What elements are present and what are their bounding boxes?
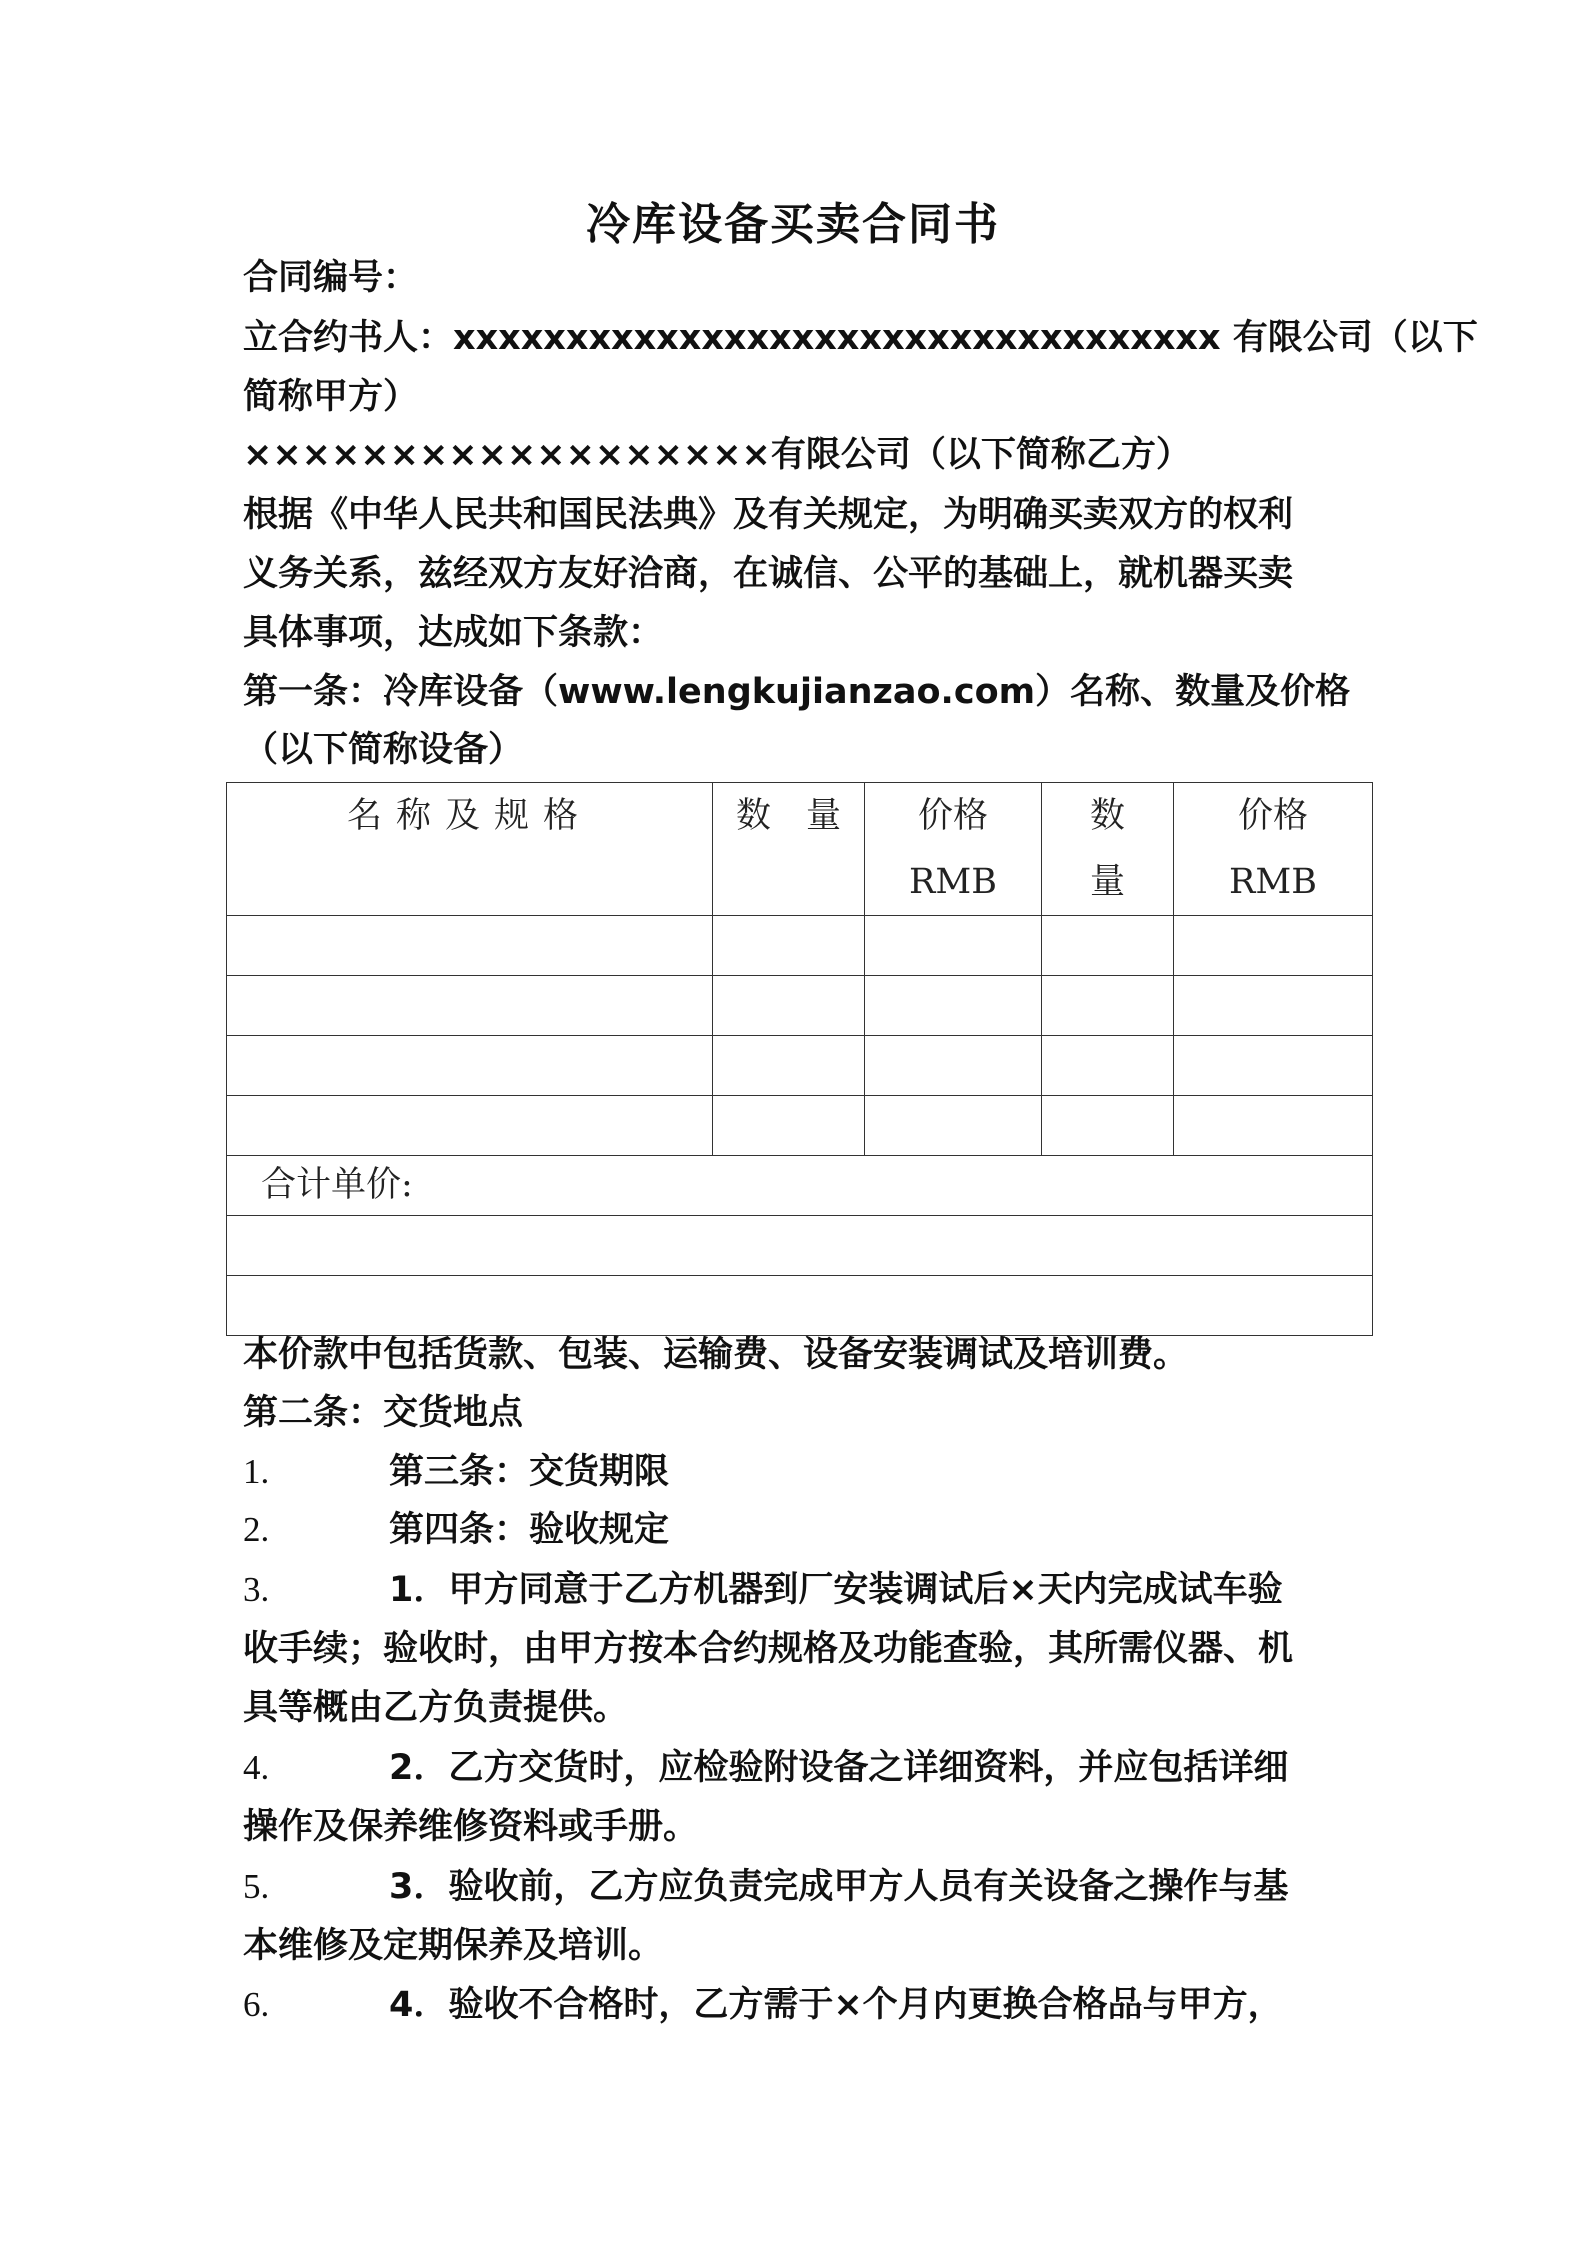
list-item-number: 5. — [243, 1867, 270, 1906]
list-item-number: 3. — [243, 1570, 270, 1609]
document-title: 冷库设备买卖合同书 — [586, 199, 1000, 250]
table-header-row — [227, 783, 1373, 916]
article2-heading: 第二条：交货地点 — [243, 1393, 524, 1433]
list-item-text: 2．乙方交货时，应检验附设备之详细资料，并应包括详细 — [389, 1748, 1289, 1788]
list-item-number: 4. — [243, 1748, 270, 1787]
article1-line1: 第一条：冷库设备（www.lengkujianzao.com）名称、数量及价格 — [243, 672, 1351, 712]
list-item — [243, 1743, 1288, 1793]
list-item-text: 4．验收不合格时，乙方需于×个月内更换合格品与甲方， — [389, 1985, 1283, 2025]
list-item-text: 第三条：交货期限 — [389, 1452, 670, 1492]
list-item — [243, 1505, 669, 1555]
table-row — [227, 1096, 1373, 1156]
total-label: 合计单价: — [227, 1156, 1373, 1216]
list-item-number: 2. — [243, 1510, 270, 1549]
price-note: 本价款中包括货款、包装、运输费、设备安装调试及培训费。 — [243, 1335, 1189, 1375]
contract-number-label: 合同编号： — [243, 258, 419, 298]
header-name-spec: 名称及规格 — [227, 783, 713, 916]
header-quantity-2: 数 量 — [1042, 783, 1174, 916]
preamble-line2: 义务关系，兹经双方友好洽商，在诚信、公平的基础上，就机器买卖 — [243, 554, 1294, 594]
item5-continuation-1: 本维修及定期保养及培训。 — [243, 1926, 664, 1966]
party-b-line: ××××××××××××××××××有限公司（以下简称乙方） — [243, 435, 1191, 475]
list-item-number: 6. — [243, 1985, 270, 2024]
article1-line2: （以下简称设备） — [243, 730, 524, 770]
list-item — [243, 1862, 1288, 1912]
item3-continuation-1: 收手续；验收时，由甲方按本合约规格及功能查验，其所需仪器、机 — [243, 1629, 1294, 1669]
header-price: 价格 RMB — [865, 783, 1042, 916]
list-item — [243, 1980, 1283, 2030]
table-row — [227, 1216, 1373, 1276]
equipment-table — [226, 782, 1373, 1336]
table-total-row — [227, 1156, 1373, 1216]
list-item-text: 第四条：验收规定 — [389, 1510, 670, 1550]
list-item — [243, 1447, 669, 1497]
list-item-number: 1. — [243, 1452, 270, 1491]
party-a-line2: 简称甲方） — [243, 377, 419, 417]
header-price-2: 价格 RMB — [1174, 783, 1373, 916]
table-row — [227, 916, 1373, 976]
list-item — [243, 1565, 1283, 1615]
table-row — [227, 976, 1373, 1036]
table-row — [227, 1276, 1373, 1336]
list-item-text: 3．验收前，乙方应负责完成甲方人员有关设备之操作与基 — [389, 1867, 1289, 1907]
preamble-line1: 根据《中华人民共和国民法典》及有关规定，为明确买卖双方的权利 — [243, 495, 1294, 535]
party-a-line1: 立合约书人：xxxxxxxxxxxxxxxxxxxxxxxxxxxxxxxxxx 有限公司（以下 — [243, 318, 1478, 358]
list-item-text: 1．甲方同意于乙方机器到厂安装调试后×天内完成试车验 — [389, 1570, 1283, 1610]
header-quantity: 数 量 — [713, 783, 865, 916]
item4-continuation-1: 操作及保养维修资料或手册。 — [243, 1807, 699, 1847]
preamble-line3: 具体事项，达成如下条款： — [243, 613, 664, 653]
item3-continuation-2: 具等概由乙方负责提供。 — [243, 1688, 629, 1728]
table-row — [227, 1036, 1373, 1096]
